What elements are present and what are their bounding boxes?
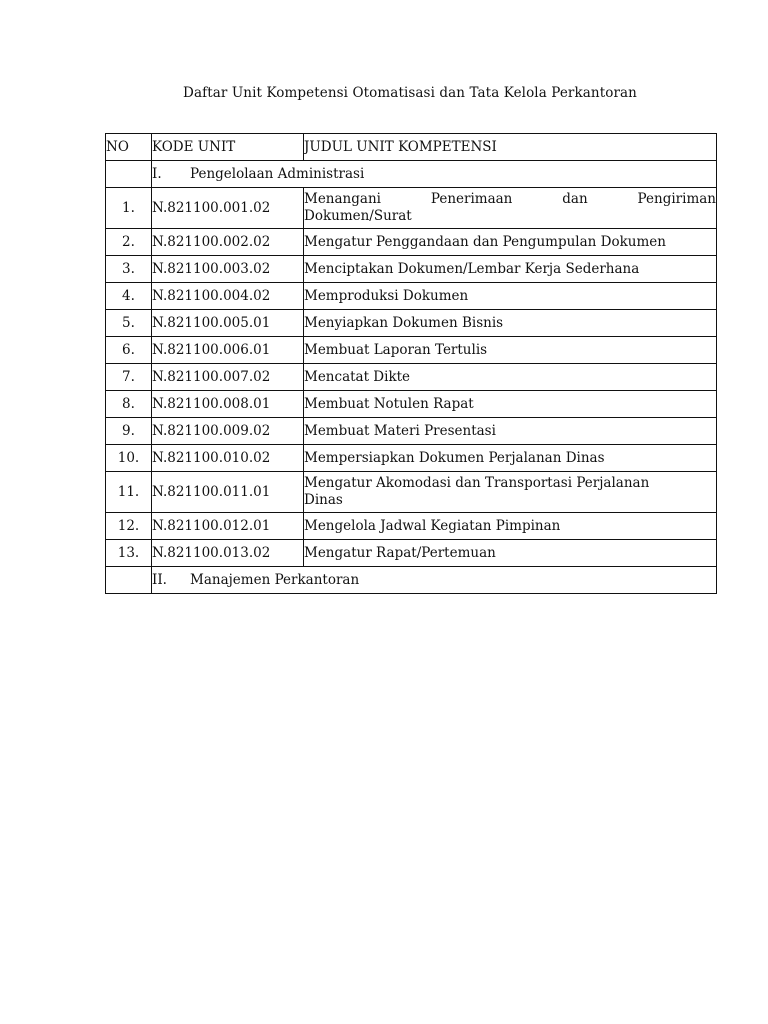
section-numeral: I. (152, 165, 162, 182)
row-judul-unit: Membuat Laporan Tertulis (304, 337, 717, 364)
row-kode-unit: N.821100.009.02 (152, 418, 304, 445)
row-no: 7. (106, 364, 152, 391)
row-judul-line: Dokumen/Surat (304, 208, 412, 224)
row-kode-unit: N.821100.013.02 (152, 540, 304, 567)
row-no: 12. (106, 513, 152, 540)
section-title-cell (152, 161, 717, 188)
table-row (106, 540, 717, 567)
row-kode-unit: N.821100.004.02 (152, 283, 304, 310)
section-title-cell (152, 567, 717, 594)
row-no: 1. (106, 188, 152, 229)
row-judul-line: Mengatur Akomodasi dan Transportasi Perjalanan (304, 475, 650, 491)
section-label: Pengelolaan Administrasi (190, 165, 365, 182)
row-no: 2. (106, 229, 152, 256)
table-row (106, 229, 717, 256)
row-no: 3. (106, 256, 152, 283)
row-kode-unit: N.821100.001.02 (152, 188, 304, 229)
row-no: 5. (106, 310, 152, 337)
table-row (106, 472, 717, 513)
row-judul-line: Dinas (304, 492, 343, 508)
section-no-cell (106, 567, 152, 594)
competency-unit-table (105, 133, 717, 594)
row-kode-unit: N.821100.011.01 (152, 472, 304, 513)
row-no: 4. (106, 283, 152, 310)
row-kode-unit: N.821100.012.01 (152, 513, 304, 540)
row-kode-unit: N.821100.003.02 (152, 256, 304, 283)
row-kode-unit: N.821100.005.01 (152, 310, 304, 337)
table-row (106, 418, 717, 445)
row-judul-unit: Menyiapkan Dokumen Bisnis (304, 310, 717, 337)
row-kode-unit: N.821100.010.02 (152, 445, 304, 472)
row-judul-unit: Membuat Materi Presentasi (304, 418, 717, 445)
row-kode-unit: N.821100.002.02 (152, 229, 304, 256)
row-judul-unit (304, 472, 717, 513)
table-row (106, 445, 717, 472)
section-label: Manajemen Perkantoran (190, 571, 360, 588)
section-row (106, 567, 717, 594)
table-row (106, 256, 717, 283)
row-no: 11. (106, 472, 152, 513)
row-kode-unit: N.821100.008.01 (152, 391, 304, 418)
header-no: NO (106, 134, 152, 161)
table-row (106, 283, 717, 310)
row-no: 13. (106, 540, 152, 567)
row-judul-unit (304, 188, 717, 229)
header-judul-unit: JUDUL UNIT KOMPETENSI (304, 134, 717, 161)
row-no: 9. (106, 418, 152, 445)
row-judul-unit: Memproduksi Dokumen (304, 283, 717, 310)
table-row (106, 188, 717, 229)
table-row (106, 513, 717, 540)
row-judul-unit: Membuat Notulen Rapat (304, 391, 717, 418)
section-row (106, 161, 717, 188)
row-no: 8. (106, 391, 152, 418)
row-judul-unit: Mengelola Jadwal Kegiatan Pimpinan (304, 513, 717, 540)
row-kode-unit: N.821100.007.02 (152, 364, 304, 391)
section-no-cell (106, 161, 152, 188)
row-judul-unit: Mengatur Penggandaan dan Pengumpulan Dokumen (304, 229, 717, 256)
header-kode-unit: KODE UNIT (152, 134, 304, 161)
row-no: 10. (106, 445, 152, 472)
row-judul-unit: Mempersiapkan Dokumen Perjalanan Dinas (304, 445, 717, 472)
row-kode-unit: N.821100.006.01 (152, 337, 304, 364)
table-row (106, 310, 717, 337)
row-judul-line: Menangani Penerimaan dan Pengiriman (304, 191, 716, 207)
document-title: Daftar Unit Kompetensi Otomatisasi dan Tata Kelola Perkantoran (183, 85, 637, 101)
table-row (106, 337, 717, 364)
row-judul-unit: Mengatur Rapat/Pertemuan (304, 540, 717, 567)
table-header-row (106, 134, 717, 161)
table-row (106, 364, 717, 391)
row-no: 6. (106, 337, 152, 364)
row-judul-unit: Menciptakan Dokumen/Lembar Kerja Sederhana (304, 256, 717, 283)
row-judul-unit: Mencatat Dikte (304, 364, 717, 391)
table-row (106, 391, 717, 418)
section-numeral: II. (152, 571, 167, 588)
